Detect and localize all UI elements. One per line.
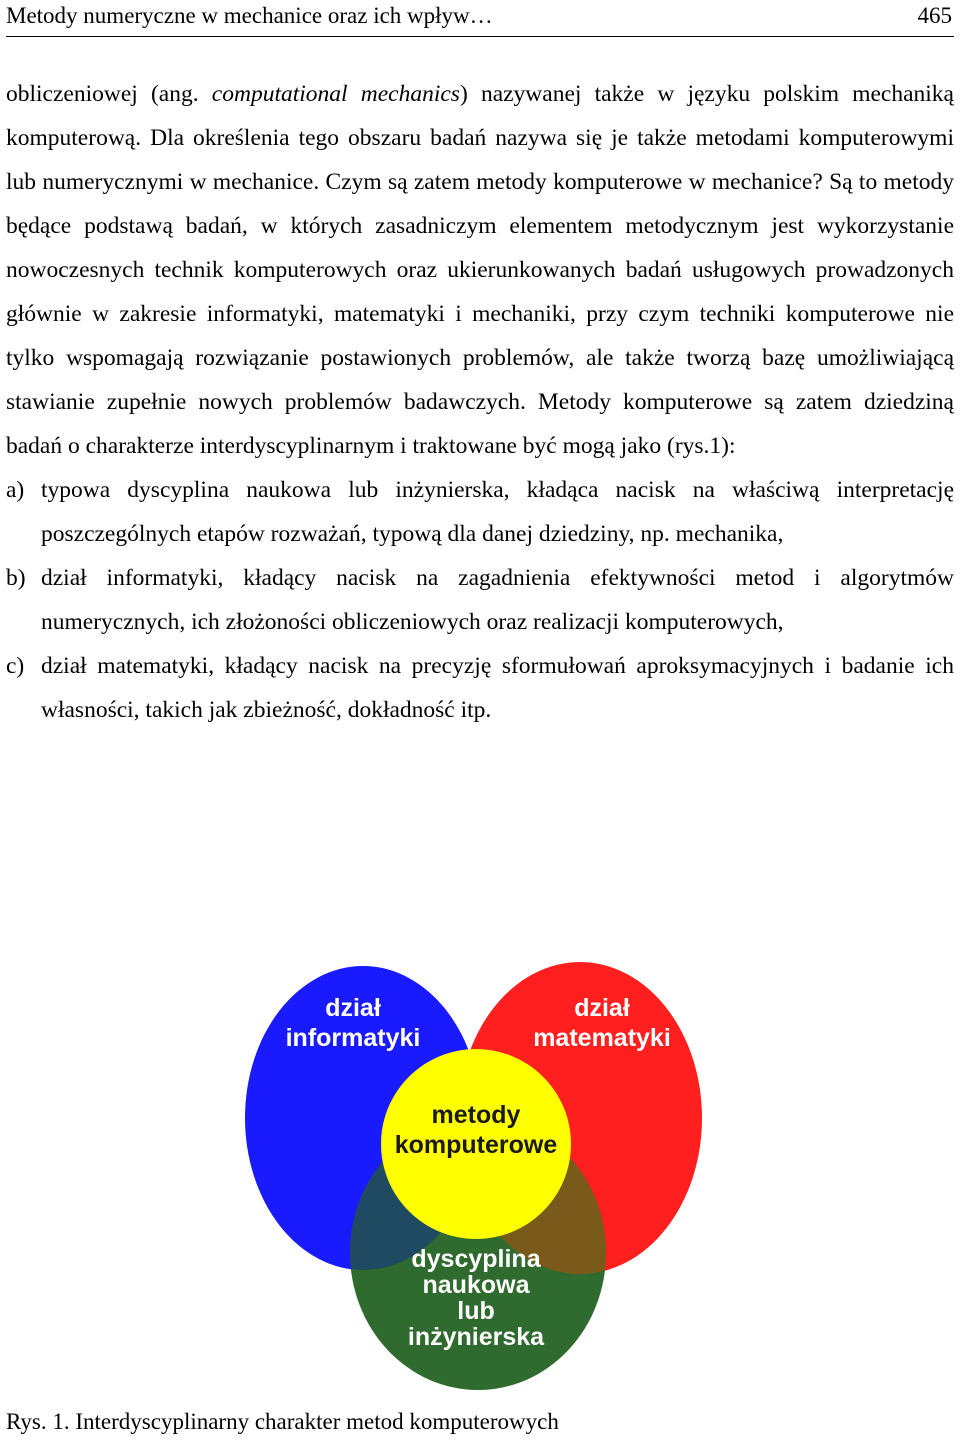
definition-list (6, 468, 954, 732)
list-item (6, 556, 954, 644)
list-item (6, 468, 954, 556)
list-marker: c) (6, 653, 25, 679)
list-item-text: typowa dyscyplina naukowa lub inżynierska, kładąca nacisk na właściwą interpretację poszczególnych etapów rozważań, typową dla danej dziedziny, np. mechanika, (41, 477, 954, 547)
list-item (6, 644, 954, 732)
main-paragraph (6, 72, 954, 468)
running-title: Metody numeryczne w mechanice oraz ich wpływ… (6, 3, 493, 28)
label-mathematics-line2: matematyki (533, 1024, 671, 1052)
label-mathematics-line1: dział (574, 994, 630, 1022)
body-text (6, 72, 954, 732)
english-term: computational mechanics (211, 81, 460, 107)
label-center-line2: komputerowe (394, 1131, 558, 1159)
label-center-line1: metody (431, 1101, 521, 1129)
label-discipline-line4: inżynierska (407, 1323, 545, 1351)
label-discipline-line1: dyscyplina (411, 1245, 541, 1273)
list-item-text: dział informatyki, kładący nacisk na zagadnienia efektywności metod i algorytmów numerycznych, ich złożoności obliczeniowych oraz realizacji komputerowych, (41, 565, 954, 635)
figure-caption: Rys. 1. Interdyscyplinarny charakter metod komputerowych (6, 1409, 559, 1434)
venn-diagram (240, 960, 710, 1390)
label-informatics-line2: informatyki (285, 1024, 421, 1052)
venn-diagram-figure (240, 960, 710, 1390)
label-informatics-line1: dział (325, 994, 381, 1022)
page-number: 465 (917, 3, 952, 28)
list-marker: b) (6, 565, 26, 591)
paragraph-text-start: obliczeniowej (ang. (6, 81, 212, 107)
label-discipline-line2: naukowa (422, 1271, 530, 1299)
running-header (6, 0, 954, 37)
paragraph-text-rest: ) nazywanej także w języku polskim mechaniką komputerową. Dla określenia tego obszaru badań nazywa się je także metodami komputerowymi lub numerycznymi w mechanice. Czym są zatem metody komputerowe w mechanice? Są to metody będące podstawą badań, w których zasadniczym elementem metodycznym jest wykorzystanie nowoczesnych technik komputerowych oraz ukierunkowanych badań usługowych prowadzonych głównie w zakresie informatyki, matematyki i mechaniki, przy czym techniki komputerowe nie tylko wspomagają rozwiązanie postawionych problemów, ale także tworzą bazę umożliwiającą stawianie zupełnie nowych problemów badawczych. Metody komputerowe są zatem dziedziną badań o charakterze interdyscyplinarnym i traktowane być mogą jako (rys.1): (6, 81, 954, 459)
list-item-text: dział matematyki, kładący nacisk na precyzję sformułowań aproksymacyjnych i badanie ich własności, takich jak zbieżność, dokładność itp. (41, 653, 954, 723)
label-discipline-line3: lub (457, 1297, 495, 1325)
list-marker: a) (6, 477, 25, 503)
